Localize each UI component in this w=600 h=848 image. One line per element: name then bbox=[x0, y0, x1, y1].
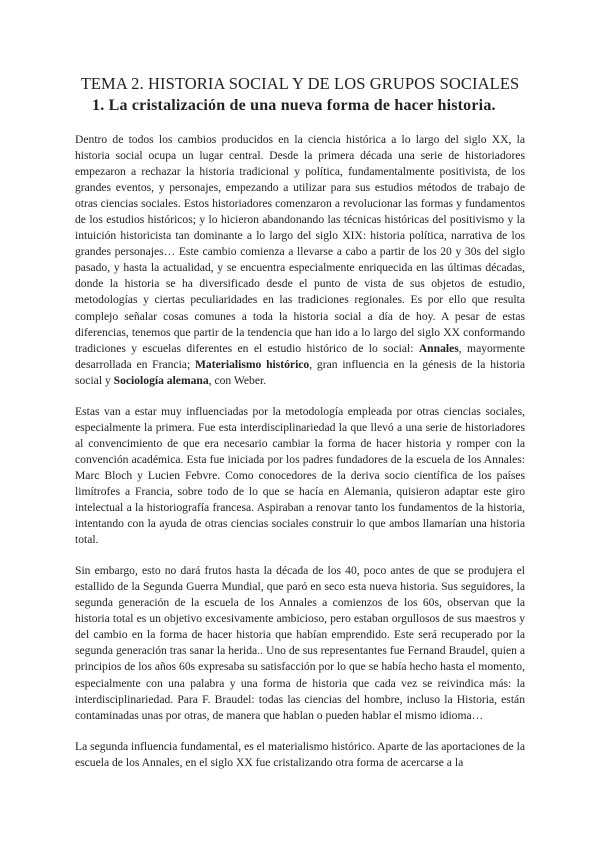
bold-term-sociologia: Sociología alemana bbox=[113, 373, 209, 387]
paragraph-3: Sin embargo, esto no dará frutos hasta la década de los 40, poco antes de que se produjera el estallido de la Segunda Guerra Mundial, que paró en seco esta nueva historia. Sus seguidores, la segunda generación de la escuela de los Annales a comienzos de los 60s, observan que la historia total es un objetivo excesivamente ambicioso, pero estaban orgullosos de sus maestros y del cambio en la forma de hacer historia que habían emprendido. Este será recuperado por la segunda generación tras sanar la herida.. Uno de sus representantes fue Fernand Braudel, quien a principios de los años 60s expresaba su satisfacción por lo que se había hecho hasta el momento, especialmente con una palabra y una forma de historia que cada vez se reivindica más: la interdisciplinariedad. Para F. Braudel: todas las ciencias del hombre, incluso la Historia, están contaminadas unas por otras, de manera que hablan o pueden hablar el mismo idioma… bbox=[75, 564, 525, 722]
bold-term-annales: Annales bbox=[418, 341, 459, 355]
paragraph-1-text-a: Dentro de todos los cambios producidos en la ciencia histórica a lo largo del siglo XX, la historia social ocupa un lugar central. Desde la primera década una serie de historiadores empezaron a rechazar la historia tradicional y política, fundamentalmente positivista, de los grandes eventos, y personajes, empezando a utilizar para sus estudios métodos de trabajo de otras ciencias sociales. Estos historiadores comenzaron a revolucionar las formas y fundamentos de los estudios históricos; y lo hicieron abandonando las técnicas históricas del positivismo y la intuición historicista tan dominante a lo largo del siglo XIX: historia política, narrativa de los grandes personajes… Este cambio comienza a llevarse a cabo a partir de los 20 y 30s del siglo pasado, y hasta la actualidad, y se encuentra especialmente enriquecida en las últimas décadas, donde la historia se ha diversificado desde el punto de vista de sus objetos de estudio, metodologías y ciertas peculiaridades en las tradiciones regionales. Es por ello que resulta complejo señalar cosas comunes a toda la historia social a día de hoy. A pesar de estas diferencias, tenemos que partir de la tendencia que han ido a lo largo del siglo XX conformando tradiciones y escuelas diferentes en el estudio histórico de lo social: bbox=[75, 133, 525, 355]
paragraph-1-text-e: , con Weber. bbox=[208, 373, 267, 387]
paragraph-1 bbox=[75, 132, 525, 389]
section-heading: 1. La cristalización de una nueva forma de hacer historia. bbox=[92, 97, 496, 114]
paragraph-2: Estas van a estar muy influenciadas por la metodología empleada por otras ciencias sociales, especialmente la primera. Fue esta interdisciplinariedad la que llevó a una serie de historiadores al convencimiento de que era necesario cambiar la forma de hacer historia y romper con la convención académica. Esta fue iniciada por los padres fundadores de la escuela de los Annales: Marc Bloch y Lucien Febvre. Como conocedores de la deriva socio científica de los países limítrofes a Francia, sobre todo de lo que se hacía en Alemania, quisieron adaptar este giro intelectual a la historiografía francesa. Aspiraban a renovar tanto los fundamentos de la historia, intentando con la ayuda de otras ciencias sociales construir lo que ambos llamarían una historia total. bbox=[75, 404, 525, 547]
document-title: TEMA 2. HISTORIA SOCIAL Y DE LOS GRUPOS SOCIALES bbox=[80, 74, 520, 93]
bold-term-materialismo: Materialismo histórico bbox=[194, 357, 310, 371]
document-body bbox=[75, 132, 525, 771]
paragraph-1-text-d: , gran influencia en la génesis de la historia social y bbox=[75, 357, 525, 387]
paragraph-1-text-c: , mayormente desarrollada en Francia; bbox=[75, 341, 525, 371]
paragraph-4: La segunda influencia fundamental, es el materialismo histórico. Aparte de las aportaciones de la escuela de los Annales, en el siglo XX fue cristalizando otra forma de acercarse a la bbox=[75, 739, 525, 769]
